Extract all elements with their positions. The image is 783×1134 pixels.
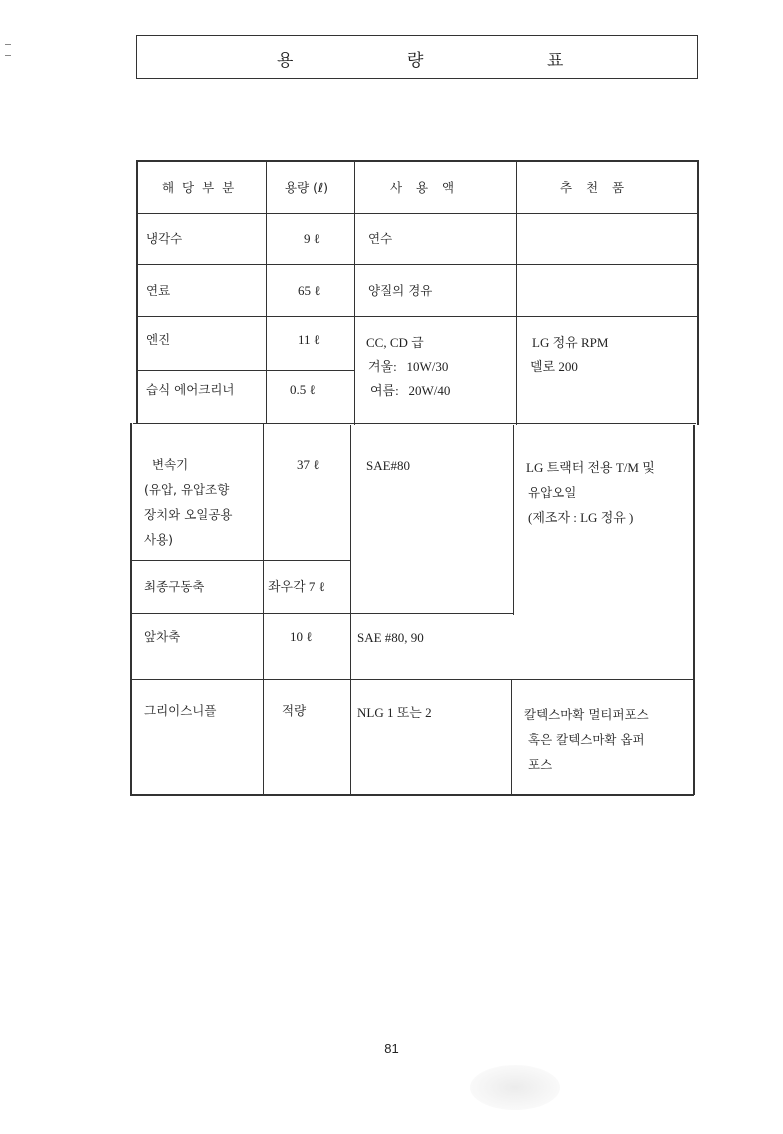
- title-char-3: 표: [547, 51, 564, 71]
- table-border-left-lower: [130, 423, 132, 795]
- coolant-part: 냉각수: [146, 231, 183, 246]
- col-sep-2-upper: [354, 160, 355, 425]
- row-sep-transmission: [130, 560, 351, 561]
- final-drive-part: 최종구동축: [144, 579, 205, 594]
- page-number: 81: [384, 1041, 399, 1056]
- row-sep-air-cleaner: [133, 423, 696, 424]
- front-axle-capacity: 10 ℓ: [290, 629, 313, 644]
- col-sep-1-upper: [266, 160, 267, 423]
- engine-capacity: 11 ℓ: [298, 332, 320, 347]
- engine-fluid-grade: CC, CD 급: [366, 335, 424, 350]
- transmission-capacity: 37 ℓ: [297, 457, 320, 472]
- engine-recommended-1: LG 정유 RPM: [532, 335, 609, 350]
- front-axle-fluid: SAE #80, 90: [357, 630, 424, 645]
- title-char-2: 량: [407, 51, 424, 71]
- header-recommended: 추 천 품: [560, 180, 627, 195]
- row-sep-header: [136, 213, 698, 214]
- transmission-part-1: 변속기: [152, 457, 189, 472]
- engine-fluid-winter: 겨울: 10W/30: [368, 359, 449, 374]
- transmission-recommended-1: LG 트랙터 전용 T/M 및: [526, 460, 655, 475]
- air-cleaner-capacity: 0.5 ℓ: [290, 382, 316, 397]
- table-border-right-lower: [693, 425, 695, 795]
- coolant-capacity: 9 ℓ: [304, 231, 320, 246]
- header-part: 해 당 부 분: [162, 180, 237, 195]
- coolant-fluid: 연수: [368, 231, 393, 246]
- header-fluid: 사 용 액: [390, 180, 457, 195]
- fuel-capacity: 65 ℓ: [298, 283, 321, 298]
- transmission-recommended-2: 유압오일: [528, 485, 577, 500]
- front-axle-part: 앞차축: [144, 629, 181, 644]
- row-sep-engine: [136, 370, 354, 371]
- col-sep-3-upper: [516, 160, 517, 425]
- row-sep-front-axle: [130, 679, 694, 680]
- header-capacity: 용량 (ℓ): [285, 180, 329, 195]
- engine-part: 엔진: [146, 332, 171, 347]
- fuel-part: 연료: [146, 283, 171, 298]
- transmission-part-3: 장치와 오일공용: [144, 507, 233, 522]
- grease-recommended-1: 칼텍스마확 멀티퍼포스: [524, 707, 649, 722]
- row-sep-coolant: [136, 264, 698, 265]
- edge-mark: [5, 44, 11, 56]
- table-border-top: [136, 160, 698, 162]
- grease-recommended-2: 혹은 칼텍스마확 옵퍼: [528, 732, 645, 747]
- transmission-part-2: (유압, 유압조향: [144, 482, 230, 497]
- col-sep-3-mid: [513, 425, 514, 615]
- table-border-left-upper: [136, 160, 138, 423]
- grease-part: 그리이스니플: [144, 703, 217, 718]
- table-border-bottom: [130, 794, 694, 796]
- grease-recommended-3: 포스: [528, 757, 553, 772]
- table-border-right-upper: [697, 160, 699, 425]
- scan-smudge: [470, 1065, 560, 1110]
- grease-fluid: NLG 1 또는 2: [357, 705, 432, 720]
- row-sep-fuel: [136, 316, 698, 317]
- col-sep-1-lower: [263, 423, 264, 795]
- final-drive-capacity: 좌우각 7 ℓ: [268, 579, 325, 594]
- row-sep-final-drive: [130, 613, 514, 614]
- transmission-part-4: 사용): [144, 532, 174, 547]
- title-char-1: 용: [277, 51, 294, 71]
- air-cleaner-part: 습식 에어크리너: [146, 382, 235, 397]
- engine-recommended-2: 델로 200: [530, 359, 578, 374]
- title-box: [136, 35, 698, 79]
- engine-fluid-summer: 여름: 20W/40: [370, 383, 451, 398]
- fuel-fluid: 양질의 경유: [368, 283, 433, 298]
- col-sep-3-bottom: [511, 680, 512, 795]
- grease-capacity: 적량: [282, 703, 307, 718]
- transmission-recommended-3: (제조자 : LG 정유 ): [528, 510, 634, 525]
- col-sep-2-lower: [350, 425, 351, 795]
- transmission-fluid: SAE#80: [366, 458, 411, 473]
